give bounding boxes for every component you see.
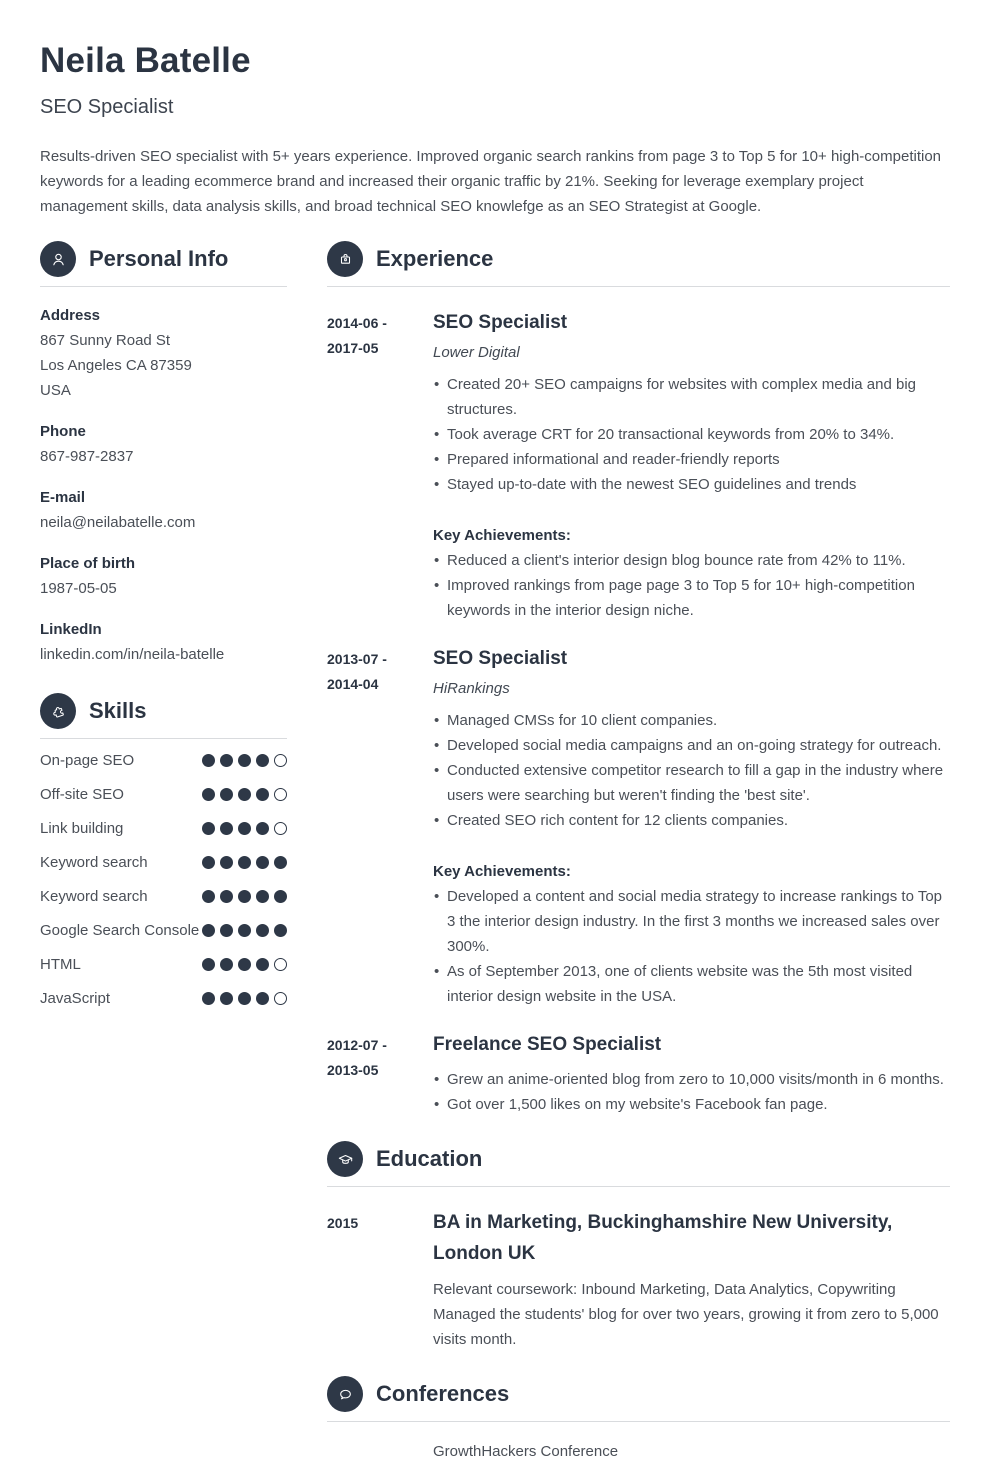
bullet-item: • Improved rankings from page page 3 to Top 5 for 10+ high-competition keywords in the interior design niche. <box>433 573 950 623</box>
skill-dot-empty <box>274 958 287 971</box>
skill-dot-filled <box>274 856 287 869</box>
skill-dot-filled <box>220 890 233 903</box>
field-value: 867 Sunny Road St <box>40 332 171 349</box>
entry-dates <box>327 643 433 1009</box>
skills-section <box>40 693 287 1011</box>
header <box>40 42 950 219</box>
experience-entry <box>327 643 950 1009</box>
experience-section <box>327 241 950 1117</box>
bullet-item: • Created SEO rich content for 12 clients companies. <box>433 808 950 833</box>
skill-level-dots <box>202 816 287 835</box>
experience-heading: Experience <box>376 246 494 271</box>
field-value: linkedin.com/in/neila-batelle <box>40 646 225 663</box>
skill-row <box>40 918 287 943</box>
skill-dot-empty <box>274 992 287 1005</box>
date-end: 2014-04 <box>327 676 379 692</box>
skill-dot-filled <box>238 754 251 767</box>
entry-company: HiRankings <box>433 680 510 697</box>
skill-row <box>40 816 287 841</box>
education-entry <box>327 1207 950 1352</box>
skill-dot-filled <box>274 890 287 903</box>
field-value: 867-987-2837 <box>40 448 134 465</box>
skill-level-dots <box>202 782 287 801</box>
date: 2015 <box>327 1215 359 1231</box>
skill-dot-empty <box>274 788 287 801</box>
education-heading: Education <box>376 1146 483 1171</box>
skill-dot-filled <box>256 754 269 767</box>
entry-dates <box>327 1207 433 1352</box>
skill-row <box>40 986 287 1011</box>
bullet-item: • Developed a content and social media strategy to increase rankings to Top 3 the interior design industry. In the first 3 months we increased sales over 300%. <box>433 884 950 959</box>
field-value: USA <box>40 382 71 399</box>
field-value: neila@neilabatelle.com <box>40 514 196 531</box>
skill-dot-filled <box>238 992 251 1005</box>
skill-row <box>40 952 287 977</box>
skill-dot-filled <box>256 856 269 869</box>
content-columns <box>40 241 950 1464</box>
field-label: Place of birth <box>40 555 136 572</box>
key-achievements <box>433 859 950 1009</box>
field-linkedin <box>40 617 287 667</box>
briefcase-icon <box>327 241 363 277</box>
skill-label: Off-site SEO <box>40 786 124 803</box>
bullet-item: • Conducted extensive competitor research to fill a gap in the industry where users were searching but weren't finding the 'best site'. <box>433 758 950 808</box>
date-end: 2013-05 <box>327 1062 379 1078</box>
candidate-job-title: SEO Specialist <box>40 96 174 118</box>
entry-title: Freelance SEO Specialist <box>433 1034 662 1055</box>
skill-dot-filled <box>202 822 215 835</box>
skill-dot-filled <box>256 992 269 1005</box>
education-section <box>327 1141 950 1352</box>
skill-dot-filled <box>238 890 251 903</box>
degree-title: BA in Marketing, Buckinghamshire New University, London UK <box>433 1212 893 1264</box>
entry-body <box>433 1207 950 1352</box>
entry-dates <box>327 307 433 623</box>
entry-body <box>433 1029 950 1117</box>
skill-label: On-page SEO <box>40 752 135 769</box>
field-label: Phone <box>40 423 86 440</box>
skill-dot-filled <box>202 788 215 801</box>
field-phone <box>40 419 287 469</box>
key-achievements-label: Key Achievements: <box>433 527 571 544</box>
key-achievements <box>433 523 950 623</box>
skill-dot-filled <box>256 958 269 971</box>
bullet-item: • Developed social media campaigns and an on-going strategy for outreach. <box>433 733 950 758</box>
skill-dot-filled <box>220 788 233 801</box>
field-label: LinkedIn <box>40 621 102 638</box>
bullet-item: • Managed CMSs for 10 client companies. <box>433 708 950 733</box>
skill-dot-filled <box>202 924 215 937</box>
date-start: 2014-06 - <box>327 315 387 331</box>
bullet-item: • As of September 2013, one of clients website was the 5th most visited interior design website in the USA. <box>433 959 950 1009</box>
achievement-bullets <box>433 548 950 623</box>
candidate-name: Neila Batelle <box>40 41 251 80</box>
field-value: 1987-05-05 <box>40 580 117 597</box>
skill-label: Keyword search <box>40 854 148 871</box>
conferences-heading: Conferences <box>376 1381 510 1406</box>
skill-dot-filled <box>202 992 215 1005</box>
puzzle-icon <box>40 693 76 729</box>
entry-bullets <box>433 708 950 833</box>
experience-header <box>327 241 950 287</box>
field-place-of-birth <box>40 551 287 601</box>
speech-bubble-icon <box>327 1376 363 1412</box>
skill-row <box>40 748 287 773</box>
bullet-item: • Created 20+ SEO campaigns for websites with complex media and big structures. <box>433 372 950 422</box>
skill-dot-filled <box>220 958 233 971</box>
sidebar <box>40 241 287 1011</box>
skill-dot-filled <box>220 754 233 767</box>
skill-dot-empty <box>274 822 287 835</box>
professional-summary: Results-driven SEO specialist with 5+ years experience. Improved organic search rankins from page 3 to Top 5 for 10+ high-competition keywords for a leading ecommerce brand and increased their organic traffic by 21%. Seeking for leverage exemplary project management skills, data analysis skills, and broad technical SEO knowlefge as an SEO Strategist at Google. <box>40 148 942 215</box>
skill-dot-filled <box>202 754 215 767</box>
skill-dot-empty <box>274 754 287 767</box>
education-header <box>327 1141 950 1187</box>
entry-body <box>433 307 950 623</box>
bullet-item: • Prepared informational and reader-friendly reports <box>433 447 950 472</box>
field-email <box>40 485 287 535</box>
key-achievements-label: Key Achievements: <box>433 863 571 880</box>
date-start: 2013-07 - <box>327 651 387 667</box>
skill-dot-filled <box>238 924 251 937</box>
skill-level-dots <box>202 850 287 869</box>
main-column <box>327 241 950 1464</box>
skill-dot-filled <box>220 992 233 1005</box>
skill-dot-filled <box>220 822 233 835</box>
entry-title: SEO Specialist <box>433 312 568 333</box>
skill-dot-filled <box>256 924 269 937</box>
personal-info-section <box>40 241 287 667</box>
skill-row <box>40 884 287 909</box>
conferences-header <box>327 1376 950 1422</box>
skill-level-dots <box>202 884 287 903</box>
field-address <box>40 303 287 403</box>
skill-dot-filled <box>256 890 269 903</box>
entry-bullets <box>433 1067 950 1117</box>
skill-dot-filled <box>238 822 251 835</box>
skill-dot-filled <box>256 822 269 835</box>
field-value: Los Angeles CA 87359 <box>40 357 192 374</box>
skill-label: HTML <box>40 956 81 973</box>
entry-body <box>433 643 950 1009</box>
skills-header <box>40 693 287 739</box>
skill-dot-filled <box>220 924 233 937</box>
experience-entry <box>327 307 950 623</box>
date-end: 2017-05 <box>327 340 379 356</box>
education-description: Managed the students' blog for over two years, growing it from zero to 5,000 visits month. <box>433 1306 939 1348</box>
skill-level-dots <box>202 748 287 767</box>
achievement-bullets <box>433 884 950 1009</box>
education-description: Relevant coursework: Inbound Marketing, Data Analytics, Copywriting <box>433 1281 896 1298</box>
bullet-item: • Got over 1,500 likes on my website's Facebook fan page. <box>433 1092 950 1117</box>
skill-dot-filled <box>256 788 269 801</box>
bullet-item: • Grew an anime-oriented blog from zero to 10,000 visits/month in 6 months. <box>433 1067 950 1092</box>
skill-level-dots <box>202 986 287 1005</box>
conferences-section <box>327 1376 950 1464</box>
personal-info-heading: Personal Info <box>89 246 229 271</box>
skill-row <box>40 850 287 875</box>
field-label: Address <box>40 307 101 324</box>
bullet-item: • Reduced a client's interior design blog bounce rate from 42% to 11%. <box>433 548 950 573</box>
skill-dot-filled <box>274 924 287 937</box>
conference-item: GrowthHackers Conference <box>433 1443 619 1460</box>
person-icon <box>40 241 76 277</box>
entry-title: SEO Specialist <box>433 648 568 669</box>
entry-company: Lower Digital <box>433 344 520 361</box>
skill-dot-filled <box>220 856 233 869</box>
skill-dot-filled <box>202 856 215 869</box>
field-label: E-mail <box>40 489 86 506</box>
skill-label: Link building <box>40 820 124 837</box>
skill-dot-filled <box>202 890 215 903</box>
graduation-cap-icon <box>327 1141 363 1177</box>
skills-heading: Skills <box>89 698 147 723</box>
skill-label: Google Search Console <box>40 922 200 939</box>
experience-entry <box>327 1029 950 1117</box>
skill-dot-filled <box>238 788 251 801</box>
skill-level-dots <box>202 952 287 971</box>
entry-dates <box>327 1029 433 1117</box>
skill-label: Keyword search <box>40 888 148 905</box>
skill-label: JavaScript <box>40 990 111 1007</box>
skill-list <box>40 748 287 1011</box>
bullet-item: • Stayed up-to-date with the newest SEO guidelines and trends <box>433 472 950 497</box>
bullet-item: • Took average CRT for 20 transactional keywords from 20% to 34%. <box>433 422 950 447</box>
skill-level-dots <box>202 918 287 937</box>
skill-dot-filled <box>238 856 251 869</box>
skill-dot-filled <box>238 958 251 971</box>
skill-row <box>40 782 287 807</box>
skill-dot-filled <box>202 958 215 971</box>
entry-bullets <box>433 372 950 497</box>
personal-info-header <box>40 241 287 287</box>
date-start: 2012-07 - <box>327 1037 387 1053</box>
